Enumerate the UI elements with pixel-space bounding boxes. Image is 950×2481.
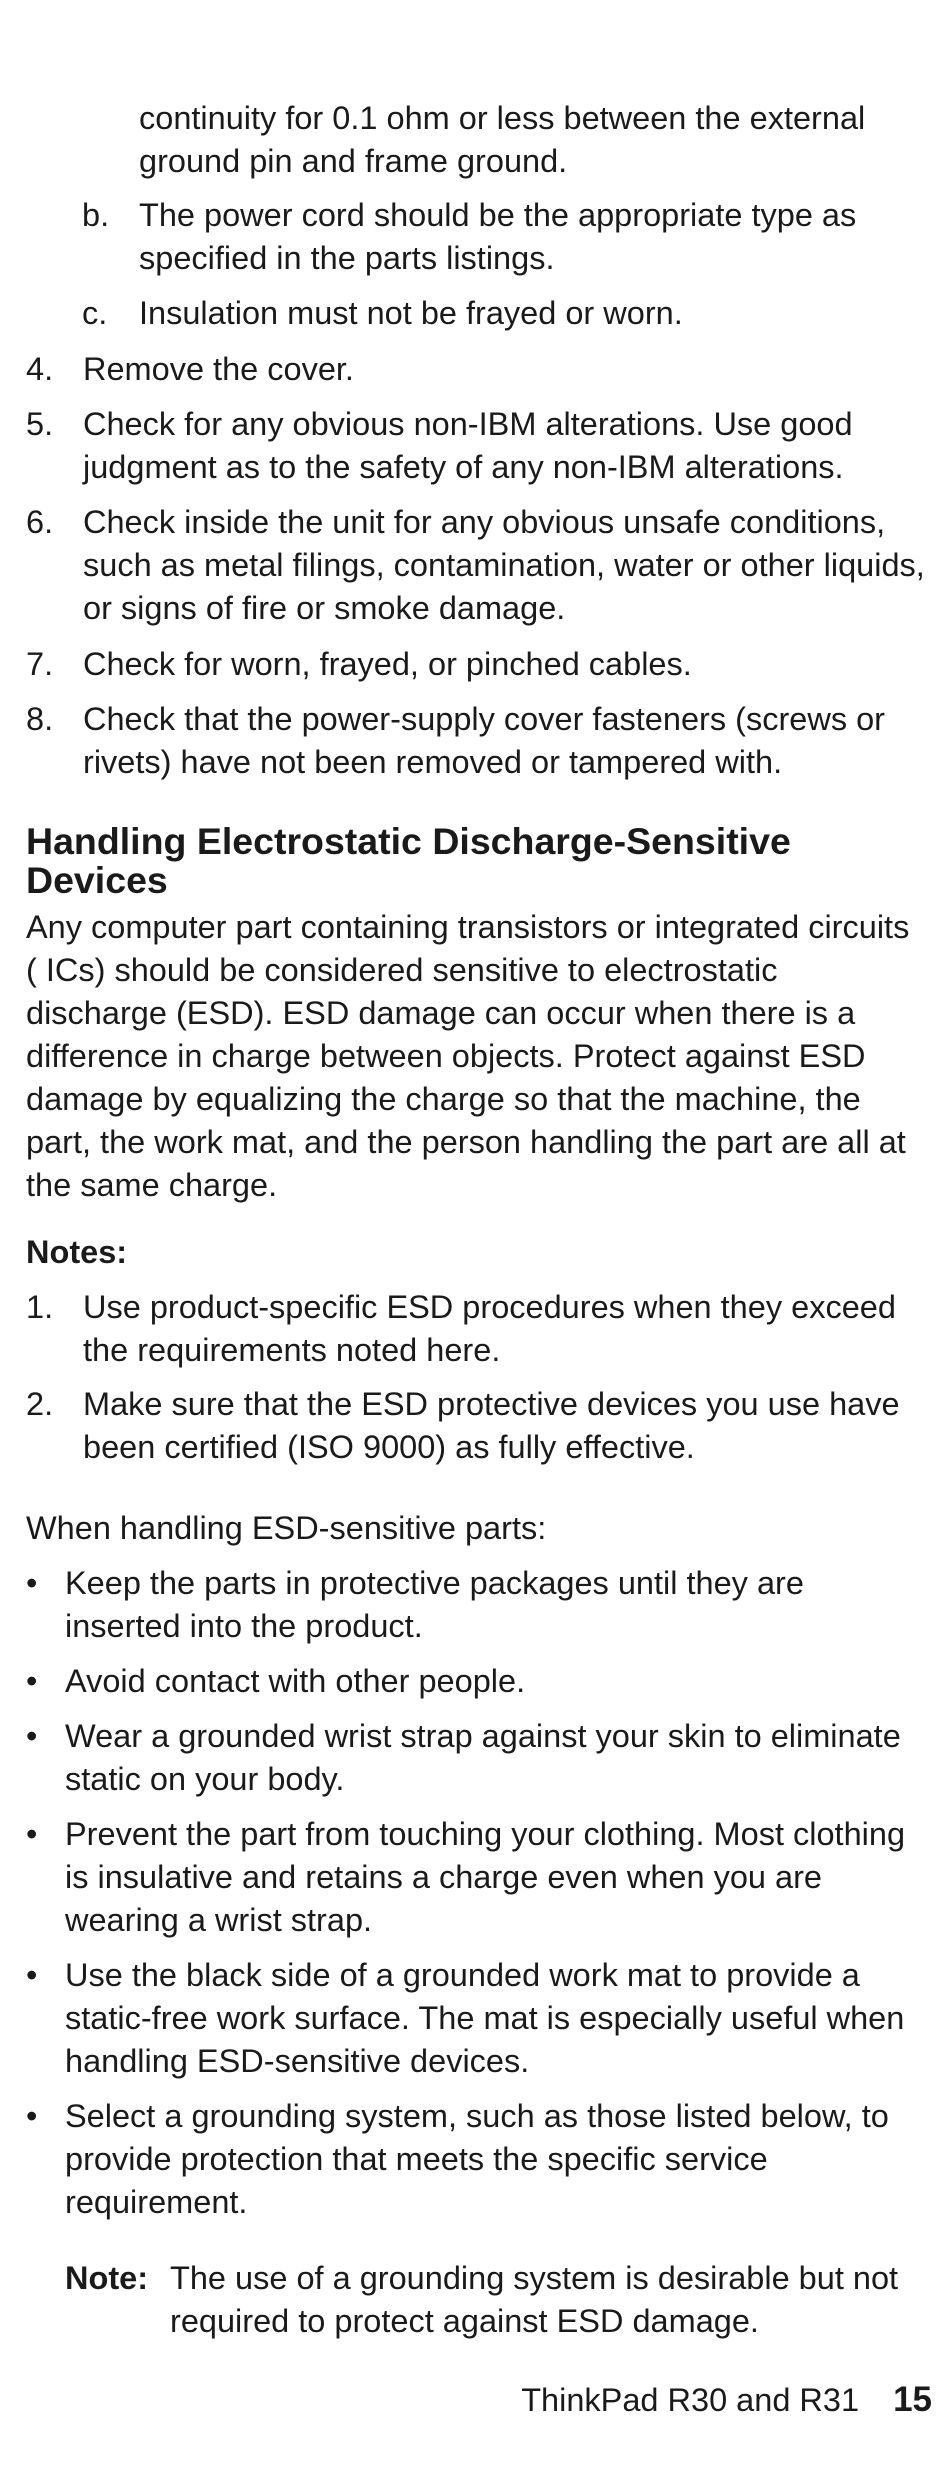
footer-title: ThinkPad R30 and R31 bbox=[521, 2382, 860, 2418]
handling-intro: When handling ESD-sensitive parts: bbox=[26, 1510, 547, 1546]
bullet-icon: • bbox=[26, 1816, 38, 1852]
bullet-item bbox=[26, 1715, 926, 1801]
bullet-item bbox=[26, 1660, 926, 1703]
list-item-text: Check inside the unit for any obvious unsafe conditions, such as metal filings, contamination, water or other liquids, or signs of fire or smoke damage. bbox=[83, 504, 925, 626]
list-item-text: Check for any obvious non-IBM alterations. Use good judgment as to the safety of any non-IBM alterations. bbox=[83, 406, 853, 485]
final-note-text: The use of a grounding system is desirable but not required to protect against ESD damage. bbox=[170, 2260, 899, 2339]
bullet-text: Keep the parts in protective packages until they are inserted into the product. bbox=[65, 1565, 804, 1644]
bullet-text: Avoid contact with other people. bbox=[65, 1663, 526, 1699]
list-marker: 2. bbox=[26, 1386, 54, 1422]
list-item-text: Check for worn, frayed, or pinched cables. bbox=[83, 646, 692, 682]
bullet-icon: • bbox=[26, 1718, 38, 1754]
sub-list-item bbox=[82, 194, 922, 280]
list-marker: 8. bbox=[26, 701, 54, 737]
numbered-list-item bbox=[26, 348, 926, 391]
final-note-label: Note: bbox=[65, 2260, 149, 2296]
list-marker: 7. bbox=[26, 646, 54, 682]
bullet-item bbox=[26, 2095, 926, 2224]
notes-label: Notes: bbox=[26, 1234, 128, 1270]
bullet-text: Prevent the part from touching your clothing. Most clothing is insulative and retains a charge even when you are wearing a wrist strap. bbox=[65, 1816, 906, 1938]
bullet-text: Wear a grounded wrist strap against your skin to eliminate static on your body. bbox=[65, 1718, 901, 1797]
list-item-text: Remove the cover. bbox=[83, 351, 354, 387]
intro-paragraph: Any computer part containing transistors or integrated circuits ( ICs) should be considered sensitive to electrostatic discharge (ESD). ESD damage can occur when there is a difference in charge between objects. Protect against ESD damage by equalizing the charge so that the machine, the part, the work mat, and the person handling the part are all at the same charge. bbox=[26, 909, 910, 1203]
bullet-icon: • bbox=[26, 2098, 38, 2134]
bullet-text: Use the black side of a grounded work mat to provide a static-free work surface. The mat is especially useful when handling ESD-sensitive devices. bbox=[65, 1957, 905, 2079]
bullet-item bbox=[26, 1813, 926, 1942]
note-item bbox=[26, 1286, 926, 1372]
list-item-text: Check that the power-supply cover fasteners (screws or rivets) have not been removed or tampered with. bbox=[83, 701, 885, 780]
list-marker: 4. bbox=[26, 351, 54, 387]
bullet-icon: • bbox=[26, 1565, 38, 1601]
list-marker: b. bbox=[82, 197, 110, 233]
page-footer bbox=[521, 2378, 932, 2422]
section-heading: Handling Electrostatic Discharge-Sensitive Devices bbox=[26, 820, 791, 901]
bullet-item bbox=[26, 1562, 926, 1648]
bullet-text: Select a grounding system, such as those listed below, to provide protection that meets the specific service requirement. bbox=[65, 2098, 889, 2220]
list-marker: 1. bbox=[26, 1289, 54, 1325]
bullet-icon: • bbox=[26, 1957, 38, 1993]
numbered-list-item bbox=[26, 403, 926, 489]
continuation-line: ground pin and frame ground. bbox=[139, 143, 568, 179]
list-item-text: Make sure that the ESD protective devices you use have been certified (ISO 9000) as fully effective. bbox=[83, 1386, 900, 1465]
bullet-icon: • bbox=[26, 1663, 38, 1699]
numbered-list-item bbox=[26, 698, 926, 784]
list-marker: c. bbox=[82, 295, 108, 331]
list-item-text: Use product-specific ESD procedures when they exceed the requirements noted here. bbox=[83, 1289, 896, 1368]
numbered-list-item bbox=[26, 643, 926, 686]
continuation-line: continuity for 0.1 ohm or less between the external bbox=[139, 100, 866, 136]
list-marker: 5. bbox=[26, 406, 54, 442]
list-marker: 6. bbox=[26, 504, 54, 540]
final-note bbox=[65, 2257, 925, 2343]
numbered-list-item bbox=[26, 501, 926, 630]
page-number: 15 bbox=[893, 2380, 932, 2419]
bullet-item bbox=[26, 1954, 926, 2083]
sub-list-item bbox=[82, 292, 922, 335]
list-item-text: Insulation must not be frayed or worn. bbox=[139, 295, 683, 331]
list-item-text: The power cord should be the appropriate type as specified in the parts listings. bbox=[139, 197, 857, 276]
note-item bbox=[26, 1383, 926, 1469]
